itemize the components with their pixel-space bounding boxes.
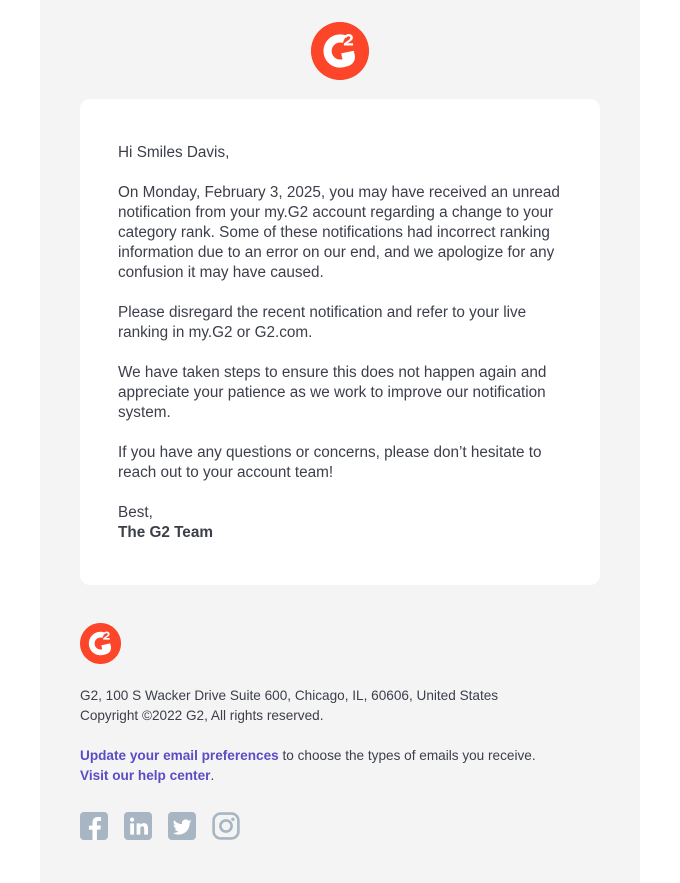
signature: The G2 Team xyxy=(118,524,213,541)
greeting: Hi Smiles Davis, xyxy=(118,144,230,161)
facebook-link[interactable] xyxy=(80,812,108,840)
footer-links-block xyxy=(80,746,600,786)
email-canvas xyxy=(40,0,640,883)
message-paragraph: If you have any questions or concerns, please don’t hesitate to reach out to your account team! xyxy=(118,444,542,481)
twitter-link[interactable] xyxy=(168,812,196,840)
email-header xyxy=(40,0,640,80)
g2-logo-icon xyxy=(311,22,369,80)
help-suffix-text: . xyxy=(210,768,215,783)
update-email-preferences-link[interactable]: Update your email preferences xyxy=(80,748,279,763)
message-paragraph: Please disregard the recent notification and refer to your live ranking in my.G2 or G2.com. xyxy=(118,304,527,341)
company-address: G2, 100 S Wacker Drive Suite 600, Chicago, IL, 60606, United States xyxy=(80,688,499,703)
email-footer xyxy=(40,585,640,840)
help-line xyxy=(80,766,600,786)
signature-block xyxy=(118,503,562,543)
visit-help-center-link[interactable]: Visit our help center xyxy=(80,768,211,783)
linkedin-icon xyxy=(124,812,152,840)
g2-footer-logo-icon xyxy=(80,623,121,664)
preferences-suffix-text: to choose the types of emails you receive. xyxy=(278,748,536,763)
twitter-icon xyxy=(168,812,196,840)
signoff: Best, xyxy=(118,504,153,521)
preferences-line xyxy=(80,746,600,766)
instagram-icon xyxy=(212,812,240,840)
message-paragraph: We have taken steps to ensure this does not happen again and appreciate your patience as we work to improve our notification system. xyxy=(118,364,547,421)
copyright: Copyright ©2022 G2, All rights reserved. xyxy=(80,708,324,723)
linkedin-link[interactable] xyxy=(124,812,152,840)
message-card xyxy=(80,99,600,585)
instagram-link[interactable] xyxy=(212,812,240,840)
footer-address-block xyxy=(80,686,600,726)
message-paragraph: On Monday, February 3, 2025, you may have received an unread notification from your my.G2 account regarding a change to your category rank. Some of these notifications had incorrect ranking information due to an error on our end, and we apologize for any confusion it may have caused. xyxy=(118,184,560,281)
facebook-icon xyxy=(80,812,108,840)
social-links xyxy=(80,812,600,840)
